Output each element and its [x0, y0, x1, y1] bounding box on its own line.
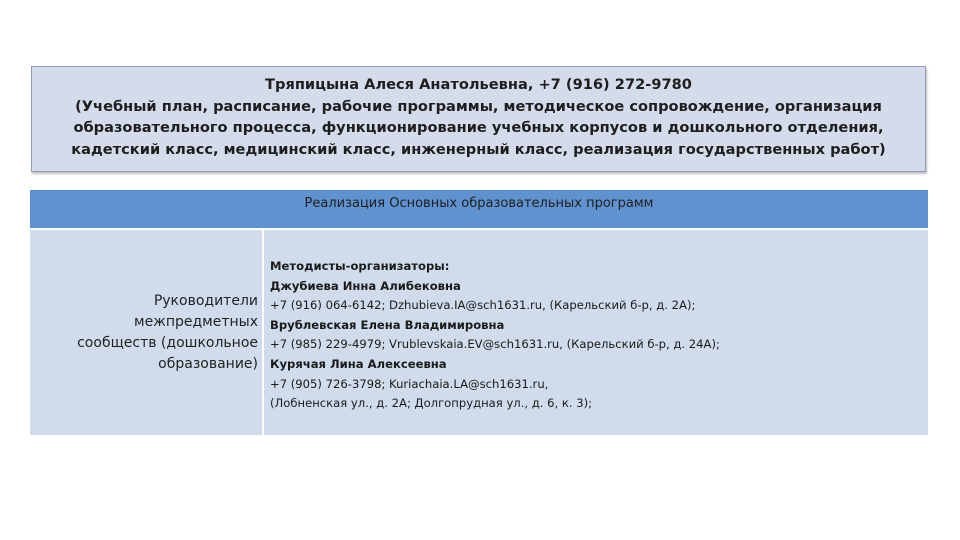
role-line: Руководители: [153, 293, 258, 309]
contact-name: Курячая Лина Алексеевна: [270, 356, 447, 371]
contacts-heading: Методисты-организаторы:: [270, 259, 450, 273]
programs-table-row: [30, 230, 928, 435]
header-line-duties-2: образовательного процесса, функционирование учебных корпусов и дошкольного отделения,: [73, 119, 884, 136]
contact-name: Джубиева Инна Алибековна: [270, 278, 461, 293]
role-line: образование): [158, 356, 258, 372]
role-label: [77, 291, 258, 375]
contacts-cell: [270, 257, 720, 414]
programs-table: [30, 190, 928, 435]
contact-address: (Лобненская ул., д. 2А; Долгопрудная ул., д. 6, к. 3);: [270, 396, 593, 411]
contact-details: +7 (905) 726-3798; Kuriachaia.LA@sch1631.ru,: [270, 376, 549, 391]
contact-details: +7 (916) 064-6142; Dzhubieva.IA@sch1631.ru, (Карельский б-р, д. 2А);: [270, 298, 696, 313]
header-line-name: Тряпицына Алеся Анатольевна, +7 (916) 272-9780: [265, 76, 692, 93]
programs-table-title: Реализация Основных образовательных программ: [30, 190, 928, 230]
contact-details: +7 (985) 229-4979; Vrublevskaia.EV@sch1631.ru, (Карельский б-р, д. 24А);: [270, 337, 720, 352]
role-line: сообществ (дошкольное: [77, 335, 258, 351]
contact-header-box: [31, 66, 926, 172]
role-cell: [30, 230, 264, 435]
contact-name: Врублевская Елена Владимировна: [270, 317, 505, 332]
header-line-duties-3: кадетский класс, медицинский класс, инженерный класс, реализация государственных работ): [71, 140, 886, 158]
header-line-duties-1: (Учебный план, расписание, рабочие программы, методическое сопровождение, организация: [75, 97, 882, 115]
role-line: межпредметных: [134, 314, 258, 330]
